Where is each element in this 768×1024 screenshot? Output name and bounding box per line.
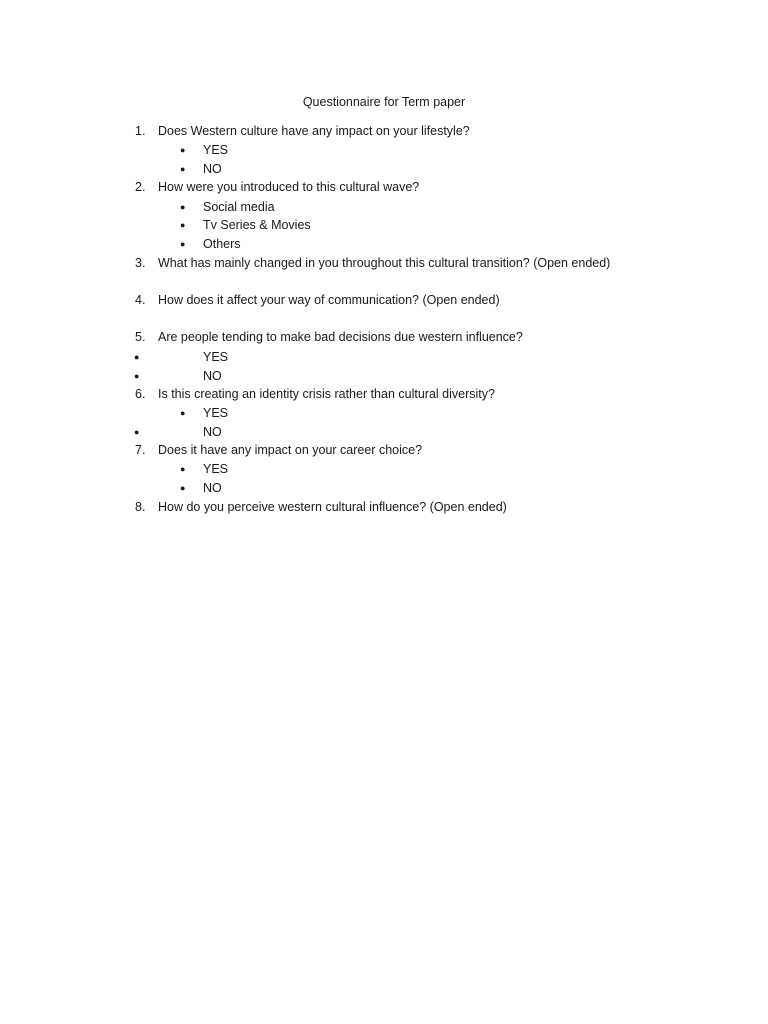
bullet-icon: ● [180,164,186,174]
question-8 [0,499,768,515]
option-label: Tv Series & Movies [203,218,311,232]
option-item [0,349,768,365]
question-number: 3. [135,256,146,270]
bullet-icon: ● [180,483,186,493]
bullet-icon: ● [180,464,186,474]
question-number: 4. [135,293,146,307]
question-text: What has mainly changed in you throughout this cultural transition? (Open ended) [158,256,611,270]
question-4 [0,292,768,308]
option-label: YES [203,143,229,157]
bullet-icon: ● [180,145,186,155]
question-3 [0,255,768,271]
option-item [0,480,768,496]
bullet-icon: ● [180,239,186,249]
bullet-icon: ● [180,220,186,230]
option-item [0,236,768,252]
bullet-icon: ● [180,202,186,212]
question-text: Is this creating an identity crisis rather than cultural diversity? [158,387,495,401]
question-number: 8. [135,500,146,514]
question-1 [0,123,768,139]
question-text: How do you perceive western cultural influence? (Open ended) [158,500,507,514]
bullet-icon: ● [134,352,140,362]
option-label: Others [203,237,241,251]
question-2 [0,179,768,195]
question-text: How does it affect your way of communication? (Open ended) [158,293,500,307]
page-title: Questionnaire for Term paper [302,95,466,109]
question-text: Are people tending to make bad decisions due western influence? [158,330,523,344]
bullet-icon: ● [134,371,140,381]
option-item [0,199,768,215]
option-item [0,424,768,440]
option-label: NO [203,369,222,383]
option-label: NO [203,425,222,439]
question-number: 6. [135,387,146,401]
option-label: NO [203,162,222,176]
option-label: Social media [203,200,275,214]
question-number: 1. [135,124,146,138]
question-number: 5. [135,330,146,344]
option-label: YES [203,350,229,364]
option-item [0,461,768,477]
bullet-icon: ● [134,427,140,437]
question-5 [0,329,768,345]
option-label: YES [203,406,229,420]
option-item [0,217,768,233]
question-text: Does Western culture have any impact on your lifestyle? [158,124,470,138]
option-label: YES [203,462,229,476]
option-item [0,368,768,384]
question-number: 2. [135,180,146,194]
question-6 [0,386,768,402]
bullet-icon: ● [180,408,186,418]
option-item [0,405,768,421]
question-text: Does it have any impact on your career choice? [158,443,423,457]
question-7 [0,442,768,458]
question-text: How were you introduced to this cultural wave? [158,180,420,194]
option-item [0,161,768,177]
option-item [0,142,768,158]
question-number: 7. [135,443,146,457]
option-label: NO [203,481,222,495]
